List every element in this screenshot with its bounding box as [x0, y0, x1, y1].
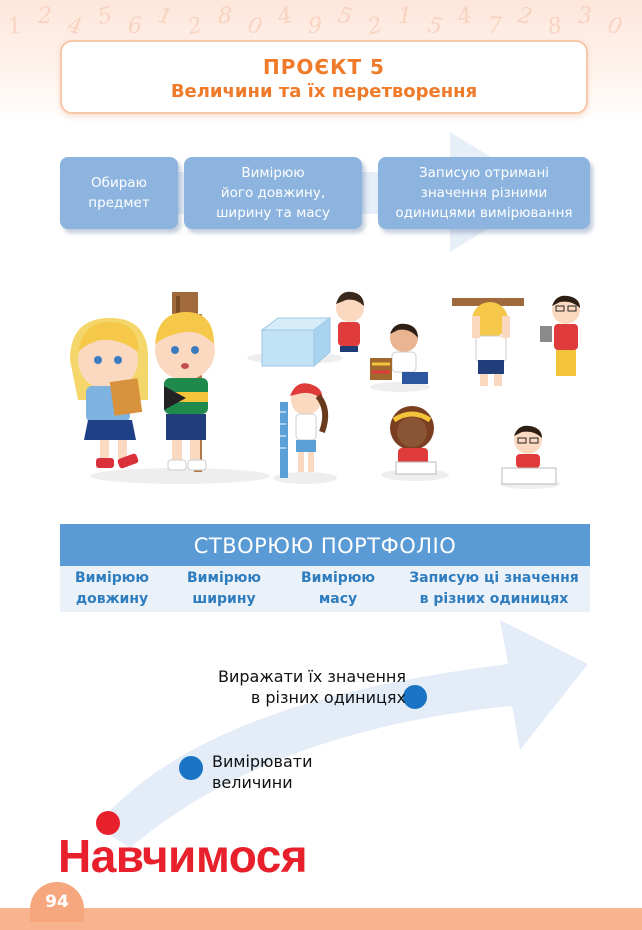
blue-dot-icon — [403, 685, 427, 709]
portfolio-item-length: Вимірюю довжину — [75, 570, 149, 607]
portfolio-item-width: Вимірюю ширину — [187, 570, 261, 607]
decor-digit: 8 — [218, 4, 232, 29]
decor-digit: 6 — [128, 14, 142, 39]
decor-digit: 5 — [95, 2, 115, 31]
decor-digit: 2 — [185, 12, 205, 41]
project-title: Величини та їх перетворення — [170, 81, 478, 102]
decor-digit: 0 — [245, 12, 265, 41]
decor-digit: 9 — [308, 14, 322, 39]
portfolio-item-mass: Вимірюю масу — [301, 570, 375, 607]
project-label: ПРОЄКТ 5 — [263, 55, 385, 79]
decor-digit: 5 — [335, 2, 355, 31]
page-number: 94 — [30, 882, 84, 922]
footer-band — [0, 908, 642, 930]
decor-digit: 1 — [398, 4, 412, 29]
decor-digit: 7 — [488, 14, 502, 39]
portfolio-title: СТВОРЮЮ ПОРТФОЛІО — [60, 524, 590, 566]
step-label: Записую отримані значення різними одиницями вимірювання — [395, 165, 573, 221]
decor-digit: 4 — [455, 2, 475, 31]
goal-measure-quantities: Вимірювати величини — [212, 752, 313, 792]
step-label: Обираю предмет — [88, 175, 150, 211]
goal-express-values: Виражати їх значення в різних одиницях — [218, 667, 406, 707]
blue-dot-icon — [179, 756, 203, 780]
decor-digit: 4 — [275, 2, 295, 31]
decor-digit: 1 — [5, 12, 25, 41]
decor-digit: 2 — [365, 12, 385, 41]
decor-digit: 2 — [515, 2, 535, 31]
decor-digit: 2 — [38, 4, 52, 29]
learning-heading: Навчимося — [58, 830, 308, 882]
portfolio-item-record: Записую ці значення в різних одиницях — [409, 570, 579, 607]
decor-digit: 0 — [605, 12, 625, 41]
decor-digit: 5 — [425, 12, 445, 41]
decor-digit: 1 — [155, 2, 175, 31]
decor-digit: 8 — [545, 12, 565, 41]
decor-digit: 4 — [65, 12, 85, 41]
step-label: Вимірюю його довжину, ширину та масу — [216, 165, 330, 221]
decor-digit: 3 — [578, 4, 592, 29]
